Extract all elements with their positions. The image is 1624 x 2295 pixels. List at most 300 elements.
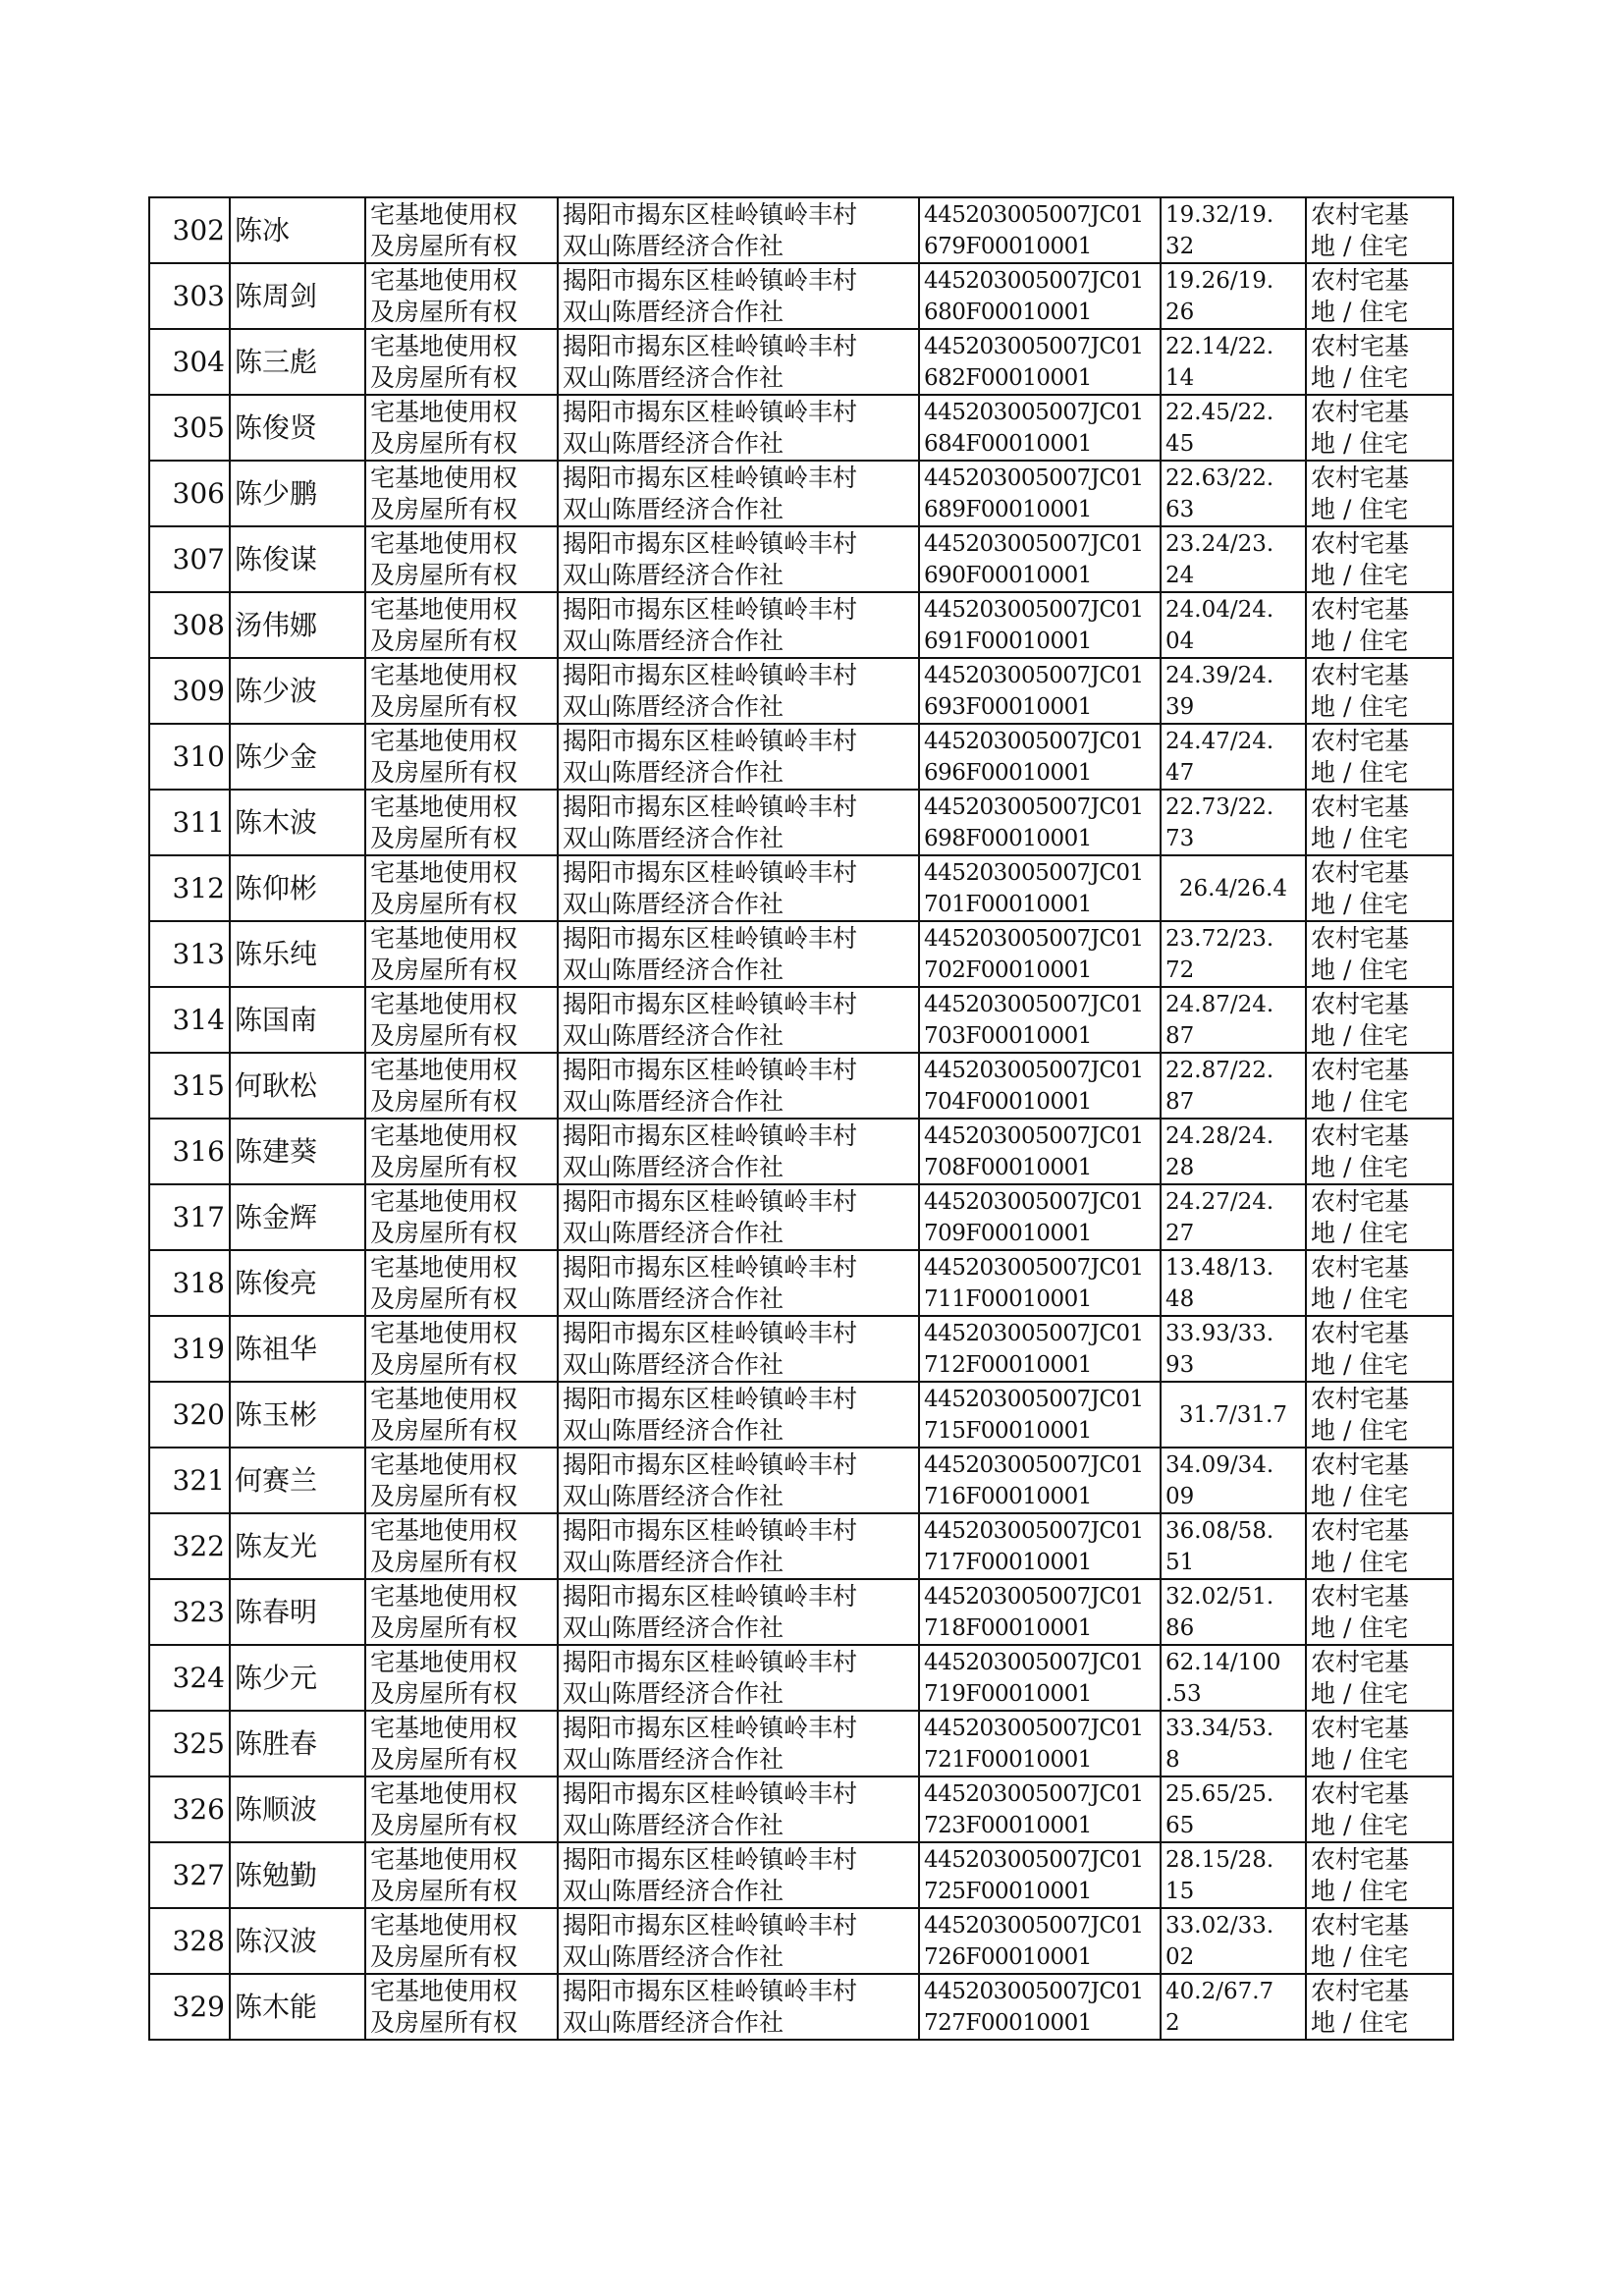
land-use bbox=[1306, 1513, 1453, 1579]
land-use-line: 地 / 住宅 bbox=[1311, 1744, 1409, 1774]
unit-code-line: 712F00010001 bbox=[924, 1351, 1092, 1378]
row-number: 315 bbox=[149, 1053, 230, 1119]
unit-code-line: 445203005007JC01 bbox=[924, 1517, 1144, 1544]
location-line: 双山陈厝经济合作社 bbox=[563, 297, 785, 326]
table-row bbox=[149, 592, 1453, 658]
right-type-line: 及房屋所有权 bbox=[370, 494, 518, 523]
area-line: 87 bbox=[1165, 1022, 1195, 1049]
unit-code bbox=[919, 855, 1161, 921]
land-use-line: 农村宅基 bbox=[1311, 1186, 1410, 1216]
table-row bbox=[149, 921, 1453, 987]
area-line: 04 bbox=[1165, 628, 1195, 654]
area-line: 28 bbox=[1165, 1154, 1195, 1180]
area bbox=[1161, 1908, 1306, 1974]
area-line: 28.15/28. bbox=[1165, 1846, 1274, 1873]
table-row bbox=[149, 1119, 1453, 1184]
right-type-line: 及房屋所有权 bbox=[370, 1810, 518, 1839]
area-line: 65 bbox=[1165, 1812, 1195, 1838]
area-line: 31.7/31.7 bbox=[1178, 1401, 1287, 1428]
registration-table-body bbox=[149, 197, 1453, 2040]
land-use bbox=[1306, 1908, 1453, 1974]
row-number: 325 bbox=[149, 1711, 230, 1776]
unit-code-line: 716F00010001 bbox=[924, 1483, 1092, 1509]
location bbox=[558, 263, 919, 329]
location-line: 揭阳市揭东区桂岭镇岭丰村 bbox=[563, 594, 858, 624]
area-line: 27 bbox=[1165, 1220, 1195, 1246]
location-line: 双山陈厝经济合作社 bbox=[563, 1481, 785, 1510]
area bbox=[1161, 1382, 1306, 1448]
right-type-line: 宅基地使用权 bbox=[370, 923, 518, 953]
right-type-line: 宅基地使用权 bbox=[370, 1252, 518, 1282]
area-line: 24.87/24. bbox=[1165, 991, 1274, 1017]
owner-name: 陈俊贤 bbox=[230, 395, 365, 461]
area-line: 62.14/100 bbox=[1165, 1649, 1281, 1675]
land-use-line: 地 / 住宅 bbox=[1311, 362, 1409, 392]
location-line: 揭阳市揭东区桂岭镇岭丰村 bbox=[563, 857, 858, 887]
row-number: 328 bbox=[149, 1908, 230, 1974]
land-use-line: 地 / 住宅 bbox=[1311, 1612, 1409, 1642]
table-row bbox=[149, 855, 1453, 921]
right-type-line: 宅基地使用权 bbox=[370, 397, 518, 426]
unit-code-line: 718F00010001 bbox=[924, 1614, 1092, 1641]
right-type-line: 宅基地使用权 bbox=[370, 792, 518, 821]
area bbox=[1161, 1974, 1306, 2040]
unit-code-line: 445203005007JC01 bbox=[924, 793, 1144, 820]
area-line: 22.45/22. bbox=[1165, 399, 1274, 425]
location bbox=[558, 1250, 919, 1316]
area-line: 39 bbox=[1165, 693, 1195, 720]
location bbox=[558, 1119, 919, 1184]
unit-code-line: 445203005007JC01 bbox=[924, 399, 1144, 425]
row-number: 321 bbox=[149, 1448, 230, 1513]
location-line: 揭阳市揭东区桂岭镇岭丰村 bbox=[563, 792, 858, 821]
owner-name: 陈冰 bbox=[230, 197, 365, 263]
location-line: 双山陈厝经济合作社 bbox=[563, 1152, 785, 1181]
row-number: 319 bbox=[149, 1316, 230, 1382]
land-use-line: 农村宅基 bbox=[1311, 1384, 1410, 1413]
area-line: 25.65/25. bbox=[1165, 1780, 1274, 1807]
land-use bbox=[1306, 592, 1453, 658]
land-use-line: 地 / 住宅 bbox=[1311, 1086, 1409, 1116]
table-row bbox=[149, 1316, 1453, 1382]
unit-code bbox=[919, 592, 1161, 658]
row-number: 302 bbox=[149, 197, 230, 263]
area bbox=[1161, 1184, 1306, 1250]
land-use-line: 地 / 住宅 bbox=[1311, 757, 1409, 787]
owner-name: 何赛兰 bbox=[230, 1448, 365, 1513]
land-use-line: 农村宅基 bbox=[1311, 1318, 1410, 1347]
unit-code bbox=[919, 1448, 1161, 1513]
location-line: 双山陈厝经济合作社 bbox=[563, 1678, 785, 1708]
right-type-line: 宅基地使用权 bbox=[370, 1844, 518, 1874]
right-type-line: 及房屋所有权 bbox=[370, 757, 518, 787]
land-use-line: 农村宅基 bbox=[1311, 528, 1410, 558]
land-use-line: 农村宅基 bbox=[1311, 1844, 1410, 1874]
location-line: 揭阳市揭东区桂岭镇岭丰村 bbox=[563, 1976, 858, 2005]
area-line: 24 bbox=[1165, 562, 1195, 588]
location-line: 双山陈厝经济合作社 bbox=[563, 1218, 785, 1247]
unit-code-line: 445203005007JC01 bbox=[924, 1912, 1144, 1939]
land-use-line: 地 / 住宅 bbox=[1311, 889, 1409, 918]
unit-code bbox=[919, 1776, 1161, 1842]
row-number: 327 bbox=[149, 1842, 230, 1908]
unit-code-line: 726F00010001 bbox=[924, 1943, 1092, 1970]
location bbox=[558, 1382, 919, 1448]
right-type-line: 及房屋所有权 bbox=[370, 955, 518, 984]
owner-name: 陈少鹏 bbox=[230, 461, 365, 526]
area bbox=[1161, 1776, 1306, 1842]
area-line: 14 bbox=[1165, 364, 1195, 391]
land-use-line: 农村宅基 bbox=[1311, 726, 1410, 755]
unit-code-line: 445203005007JC01 bbox=[924, 596, 1144, 623]
right-type bbox=[365, 1053, 558, 1119]
location-line: 揭阳市揭东区桂岭镇岭丰村 bbox=[563, 1252, 858, 1282]
owner-name: 陈汉波 bbox=[230, 1908, 365, 1974]
table-row bbox=[149, 790, 1453, 855]
land-use-line: 农村宅基 bbox=[1311, 1252, 1410, 1282]
unit-code-line: 445203005007JC01 bbox=[924, 1451, 1144, 1478]
land-use-line: 农村宅基 bbox=[1311, 1713, 1410, 1742]
area-line: 15 bbox=[1165, 1878, 1195, 1904]
row-number: 308 bbox=[149, 592, 230, 658]
location-line: 双山陈厝经济合作社 bbox=[563, 1020, 785, 1050]
right-type-line: 宅基地使用权 bbox=[370, 1581, 518, 1611]
area-line: 2 bbox=[1165, 2009, 1180, 2036]
location-line: 双山陈厝经济合作社 bbox=[563, 1349, 785, 1379]
table-row bbox=[149, 395, 1453, 461]
location-line: 揭阳市揭东区桂岭镇岭丰村 bbox=[563, 199, 858, 229]
location-line: 揭阳市揭东区桂岭镇岭丰村 bbox=[563, 528, 858, 558]
land-use bbox=[1306, 1842, 1453, 1908]
unit-code bbox=[919, 461, 1161, 526]
row-number: 329 bbox=[149, 1974, 230, 2040]
right-type bbox=[365, 592, 558, 658]
land-use-line: 农村宅基 bbox=[1311, 1120, 1410, 1150]
location bbox=[558, 1184, 919, 1250]
owner-name: 陈少元 bbox=[230, 1645, 365, 1711]
area bbox=[1161, 1119, 1306, 1184]
land-use-line: 地 / 住宅 bbox=[1311, 1349, 1409, 1379]
area bbox=[1161, 724, 1306, 790]
right-type-line: 宅基地使用权 bbox=[370, 1713, 518, 1742]
area-line: 26.4/26.4 bbox=[1178, 875, 1287, 902]
location-line: 双山陈厝经济合作社 bbox=[563, 1086, 785, 1116]
right-type-line: 及房屋所有权 bbox=[370, 823, 518, 852]
unit-code bbox=[919, 921, 1161, 987]
unit-code-line: 445203005007JC01 bbox=[924, 1188, 1144, 1215]
location-line: 揭阳市揭东区桂岭镇岭丰村 bbox=[563, 463, 858, 492]
location-line: 双山陈厝经济合作社 bbox=[563, 1810, 785, 1839]
area bbox=[1161, 461, 1306, 526]
unit-code bbox=[919, 790, 1161, 855]
row-number: 309 bbox=[149, 658, 230, 724]
location bbox=[558, 1513, 919, 1579]
right-type-line: 及房屋所有权 bbox=[370, 560, 518, 589]
location-line: 双山陈厝经济合作社 bbox=[563, 1415, 785, 1445]
area-line: 19.26/19. bbox=[1165, 267, 1274, 294]
area-line: 19.32/19. bbox=[1165, 201, 1274, 228]
area-line: 32.02/51. bbox=[1165, 1583, 1274, 1610]
land-use bbox=[1306, 1974, 1453, 2040]
area bbox=[1161, 197, 1306, 263]
owner-name: 陈三彪 bbox=[230, 329, 365, 395]
table-row bbox=[149, 1645, 1453, 1711]
right-type bbox=[365, 921, 558, 987]
owner-name: 陈祖华 bbox=[230, 1316, 365, 1382]
table-row bbox=[149, 263, 1453, 329]
land-use-line: 地 / 住宅 bbox=[1311, 1481, 1409, 1510]
unit-code-line: 679F00010001 bbox=[924, 233, 1092, 259]
row-number: 322 bbox=[149, 1513, 230, 1579]
right-type bbox=[365, 724, 558, 790]
right-type-line: 宅基地使用权 bbox=[370, 1515, 518, 1545]
area-line: 33.93/33. bbox=[1165, 1320, 1274, 1346]
right-type-line: 宅基地使用权 bbox=[370, 1910, 518, 1940]
unit-code-line: 682F00010001 bbox=[924, 364, 1092, 391]
right-type bbox=[365, 790, 558, 855]
table-row bbox=[149, 1448, 1453, 1513]
owner-name: 陈建葵 bbox=[230, 1119, 365, 1184]
owner-name: 陈玉彬 bbox=[230, 1382, 365, 1448]
right-type-line: 及房屋所有权 bbox=[370, 889, 518, 918]
right-type-line: 宅基地使用权 bbox=[370, 331, 518, 360]
area-line: 22.63/22. bbox=[1165, 464, 1274, 491]
area-line: 48 bbox=[1165, 1285, 1195, 1312]
land-use-line: 地 / 住宅 bbox=[1311, 1152, 1409, 1181]
right-type-line: 及房屋所有权 bbox=[370, 1218, 518, 1247]
area-line: 23.72/23. bbox=[1165, 925, 1274, 952]
land-use-line: 地 / 住宅 bbox=[1311, 1218, 1409, 1247]
right-type-line: 及房屋所有权 bbox=[370, 1284, 518, 1313]
area bbox=[1161, 1842, 1306, 1908]
unit-code-line: 445203005007JC01 bbox=[924, 1649, 1144, 1675]
area-line: 09 bbox=[1165, 1483, 1195, 1509]
right-type-line: 宅基地使用权 bbox=[370, 989, 518, 1018]
right-type-line: 及房屋所有权 bbox=[370, 1481, 518, 1510]
right-type-line: 及房屋所有权 bbox=[370, 1020, 518, 1050]
unit-code bbox=[919, 1711, 1161, 1776]
right-type-line: 及房屋所有权 bbox=[370, 1678, 518, 1708]
location-line: 双山陈厝经济合作社 bbox=[563, 1284, 785, 1313]
row-number: 304 bbox=[149, 329, 230, 395]
land-use-line: 地 / 住宅 bbox=[1311, 1415, 1409, 1445]
right-type-line: 及房屋所有权 bbox=[370, 1744, 518, 1774]
unit-code-line: 445203005007JC01 bbox=[924, 1386, 1144, 1412]
unit-code-line: 445203005007JC01 bbox=[924, 991, 1144, 1017]
land-use-line: 农村宅基 bbox=[1311, 1581, 1410, 1611]
land-use-line: 地 / 住宅 bbox=[1311, 1020, 1409, 1050]
table-row bbox=[149, 724, 1453, 790]
unit-code-line: 445203005007JC01 bbox=[924, 859, 1144, 886]
table-row bbox=[149, 987, 1453, 1053]
unit-code bbox=[919, 1908, 1161, 1974]
unit-code-line: 445203005007JC01 bbox=[924, 1320, 1144, 1346]
row-number: 310 bbox=[149, 724, 230, 790]
unit-code bbox=[919, 263, 1161, 329]
land-use-line: 农村宅基 bbox=[1311, 1055, 1410, 1084]
right-type bbox=[365, 1316, 558, 1382]
location-line: 双山陈厝经济合作社 bbox=[563, 494, 785, 523]
row-number: 312 bbox=[149, 855, 230, 921]
right-type-line: 宅基地使用权 bbox=[370, 463, 518, 492]
location-line: 双山陈厝经济合作社 bbox=[563, 1941, 785, 1971]
right-type-line: 宅基地使用权 bbox=[370, 857, 518, 887]
registration-table bbox=[148, 196, 1454, 2041]
location-line: 双山陈厝经济合作社 bbox=[563, 560, 785, 589]
right-type bbox=[365, 1250, 558, 1316]
area bbox=[1161, 1250, 1306, 1316]
area-line: 33.02/33. bbox=[1165, 1912, 1274, 1939]
location bbox=[558, 987, 919, 1053]
right-type bbox=[365, 461, 558, 526]
area bbox=[1161, 329, 1306, 395]
owner-name: 陈乐纯 bbox=[230, 921, 365, 987]
location-line: 揭阳市揭东区桂岭镇岭丰村 bbox=[563, 331, 858, 360]
table-row bbox=[149, 1513, 1453, 1579]
area-line: 86 bbox=[1165, 1614, 1195, 1641]
area-line: .53 bbox=[1165, 1680, 1202, 1707]
unit-code-line: 684F00010001 bbox=[924, 430, 1092, 457]
land-use bbox=[1306, 1053, 1453, 1119]
land-use bbox=[1306, 461, 1453, 526]
land-use bbox=[1306, 197, 1453, 263]
land-use bbox=[1306, 1448, 1453, 1513]
location-line: 双山陈厝经济合作社 bbox=[563, 823, 785, 852]
unit-code bbox=[919, 197, 1161, 263]
right-type-line: 宅基地使用权 bbox=[370, 1976, 518, 2005]
area-line: 22.87/22. bbox=[1165, 1057, 1274, 1083]
row-number: 303 bbox=[149, 263, 230, 329]
owner-name: 陈金辉 bbox=[230, 1184, 365, 1250]
location bbox=[558, 855, 919, 921]
location bbox=[558, 1579, 919, 1645]
table-row bbox=[149, 197, 1453, 263]
unit-code-line: 445203005007JC01 bbox=[924, 333, 1144, 359]
area bbox=[1161, 1645, 1306, 1711]
right-type bbox=[365, 329, 558, 395]
location bbox=[558, 724, 919, 790]
area-line: 45 bbox=[1165, 430, 1195, 457]
unit-code-line: 445203005007JC01 bbox=[924, 1780, 1144, 1807]
unit-code-line: 703F00010001 bbox=[924, 1022, 1092, 1049]
location-line: 揭阳市揭东区桂岭镇岭丰村 bbox=[563, 923, 858, 953]
location bbox=[558, 592, 919, 658]
unit-code-line: 721F00010001 bbox=[924, 1746, 1092, 1773]
land-use-line: 地 / 住宅 bbox=[1311, 691, 1409, 721]
right-type bbox=[365, 526, 558, 592]
unit-code bbox=[919, 724, 1161, 790]
location bbox=[558, 1053, 919, 1119]
unit-code-line: 708F00010001 bbox=[924, 1154, 1092, 1180]
right-type bbox=[365, 658, 558, 724]
unit-code bbox=[919, 329, 1161, 395]
right-type bbox=[365, 1711, 558, 1776]
area bbox=[1161, 1579, 1306, 1645]
area-line: 63 bbox=[1165, 496, 1195, 522]
right-type-line: 宅基地使用权 bbox=[370, 594, 518, 624]
unit-code-line: 698F00010001 bbox=[924, 825, 1092, 851]
area bbox=[1161, 395, 1306, 461]
land-use-line: 农村宅基 bbox=[1311, 1976, 1410, 2005]
unit-code-line: 704F00010001 bbox=[924, 1088, 1092, 1115]
unit-code-line: 701F00010001 bbox=[924, 891, 1092, 917]
unit-code-line: 709F00010001 bbox=[924, 1220, 1092, 1246]
area-line: 24.04/24. bbox=[1165, 596, 1274, 623]
location-line: 双山陈厝经济合作社 bbox=[563, 2007, 785, 2037]
unit-code-line: 445203005007JC01 bbox=[924, 1057, 1144, 1083]
area bbox=[1161, 1513, 1306, 1579]
row-number: 314 bbox=[149, 987, 230, 1053]
area-line: 34.09/34. bbox=[1165, 1451, 1274, 1478]
row-number: 305 bbox=[149, 395, 230, 461]
location-line: 双山陈厝经济合作社 bbox=[563, 1876, 785, 1905]
owner-name: 陈少波 bbox=[230, 658, 365, 724]
right-type bbox=[365, 263, 558, 329]
unit-code bbox=[919, 1579, 1161, 1645]
area-line: 51 bbox=[1165, 1549, 1195, 1575]
location-line: 揭阳市揭东区桂岭镇岭丰村 bbox=[563, 1844, 858, 1874]
right-type-line: 宅基地使用权 bbox=[370, 660, 518, 689]
right-type bbox=[365, 1184, 558, 1250]
land-use-line: 农村宅基 bbox=[1311, 1910, 1410, 1940]
right-type bbox=[365, 1448, 558, 1513]
area bbox=[1161, 855, 1306, 921]
land-use-line: 农村宅基 bbox=[1311, 199, 1410, 229]
area-line: 36.08/58. bbox=[1165, 1517, 1274, 1544]
area-line: 02 bbox=[1165, 1943, 1195, 1970]
unit-code-line: 723F00010001 bbox=[924, 1812, 1092, 1838]
table-row bbox=[149, 1053, 1453, 1119]
right-type bbox=[365, 1842, 558, 1908]
area-line: 47 bbox=[1165, 759, 1195, 786]
area-line: 32 bbox=[1165, 233, 1195, 259]
land-use-line: 农村宅基 bbox=[1311, 1647, 1410, 1676]
land-use bbox=[1306, 263, 1453, 329]
location-line: 双山陈厝经济合作社 bbox=[563, 889, 785, 918]
right-type-line: 宅基地使用权 bbox=[370, 1449, 518, 1479]
location-line: 双山陈厝经济合作社 bbox=[563, 428, 785, 458]
right-type-line: 及房屋所有权 bbox=[370, 1876, 518, 1905]
unit-code-line: 445203005007JC01 bbox=[924, 267, 1144, 294]
location-line: 揭阳市揭东区桂岭镇岭丰村 bbox=[563, 1384, 858, 1413]
right-type-line: 宅基地使用权 bbox=[370, 265, 518, 295]
location-line: 揭阳市揭东区桂岭镇岭丰村 bbox=[563, 1713, 858, 1742]
land-use bbox=[1306, 1711, 1453, 1776]
right-type-line: 宅基地使用权 bbox=[370, 726, 518, 755]
location-line: 揭阳市揭东区桂岭镇岭丰村 bbox=[563, 397, 858, 426]
land-use bbox=[1306, 329, 1453, 395]
right-type bbox=[365, 855, 558, 921]
right-type-line: 及房屋所有权 bbox=[370, 1086, 518, 1116]
row-number: 311 bbox=[149, 790, 230, 855]
area-line: 73 bbox=[1165, 825, 1195, 851]
unit-code-line: 690F00010001 bbox=[924, 562, 1092, 588]
unit-code bbox=[919, 395, 1161, 461]
owner-name: 汤伟娜 bbox=[230, 592, 365, 658]
land-use-line: 地 / 住宅 bbox=[1311, 494, 1409, 523]
table-row bbox=[149, 658, 1453, 724]
table-row bbox=[149, 1711, 1453, 1776]
unit-code-line: 696F00010001 bbox=[924, 759, 1092, 786]
unit-code bbox=[919, 1842, 1161, 1908]
owner-name: 陈友光 bbox=[230, 1513, 365, 1579]
land-use bbox=[1306, 395, 1453, 461]
unit-code bbox=[919, 658, 1161, 724]
location bbox=[558, 1316, 919, 1382]
land-use-line: 农村宅基 bbox=[1311, 463, 1410, 492]
table-row bbox=[149, 1842, 1453, 1908]
land-use bbox=[1306, 1645, 1453, 1711]
